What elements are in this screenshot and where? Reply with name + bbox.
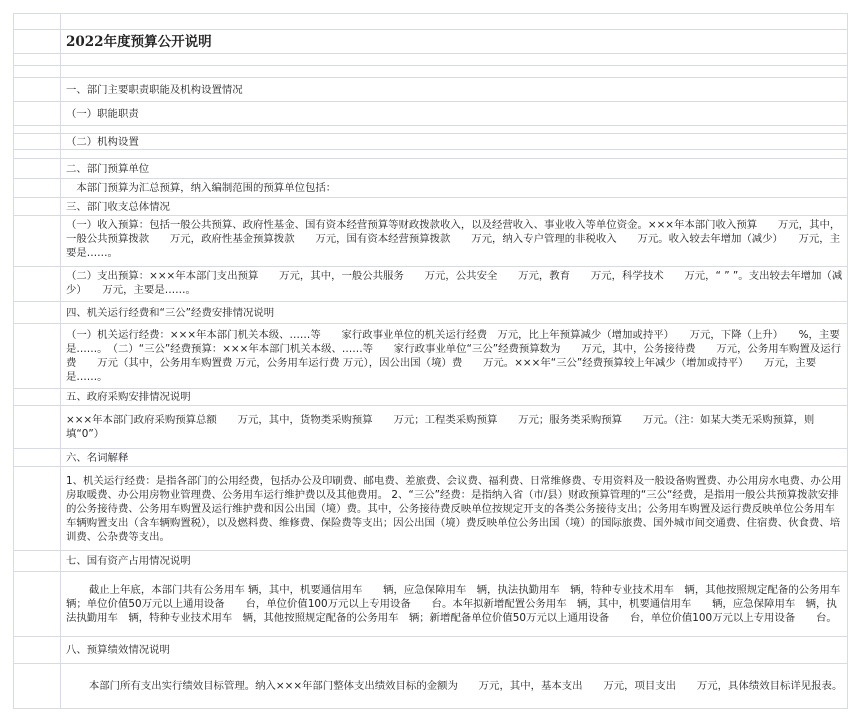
income-budget-text: （一）收入预算：包括一般公共预算、政府性基金、国有资本经营预算等财政拨款收入，以及经营收入、事业收入等单位资金。×××年本部门收入预算 万元，其中，一般公共预算拨款 万元，政府性基金预算拨款 万元，国有资本经营预算拨款 万元，纳入专户管理的非税收入 万元。收入较去年增加（减少） 万元，主要是……。 xyxy=(66,219,841,259)
row-gutter xyxy=(14,216,61,266)
row-gutter xyxy=(14,30,61,53)
section-3-expense-budget[interactable] xyxy=(61,267,847,301)
empty-cell[interactable] xyxy=(61,14,847,29)
subheading-row xyxy=(14,102,847,126)
title-row xyxy=(14,30,847,54)
row-gutter xyxy=(14,406,61,448)
row-gutter xyxy=(14,302,61,323)
section-heading-row xyxy=(14,78,847,102)
empty-row xyxy=(14,14,847,30)
row-gutter xyxy=(14,159,61,178)
empty-cell[interactable] xyxy=(61,66,847,77)
row-gutter xyxy=(14,66,61,77)
body-row xyxy=(14,467,847,551)
row-gutter xyxy=(14,134,61,149)
row-gutter xyxy=(14,637,61,663)
row-gutter xyxy=(14,102,61,125)
operating-expense-text: （一）机关运行经费：×××年本部门机关本级、……等 家行政事业单位的机关运行经费 万元，比上年预算减少（增加或持平） 万元，下降（上升） %，主要是……。 （二）“三公”经费预算：×××年本部门机关本级、……等 家行政事业单位“三公”经费预算数为 万元，其中，公务接待费 万元，公务用车购置及运行费 万元（其中，公务用车购置费 万元，公务用车运行费 万元），因公出国（境）费 万元。×××年“三公”经费预算较上年减少（增加或持平） 万元，主要是……。 xyxy=(66,329,841,383)
empty-row xyxy=(14,66,847,78)
expense-budget-text: （二）支出预算：×××年本部门支出预算 万元，其中，一般公共服务 万元，公共安全 万元，教育 万元，科学技术 万元，“ ” ”。支出较去年增加（减少） 万元，主要是……。 xyxy=(66,270,843,296)
section-heading-row xyxy=(14,159,847,179)
body-row xyxy=(14,324,847,389)
section-7-heading[interactable]: 七、国有资产占用情况说明 xyxy=(66,555,191,567)
section-8-heading[interactable]: 八、预算绩效情况说明 xyxy=(66,644,170,656)
body-row xyxy=(14,179,847,198)
row-gutter xyxy=(14,267,61,301)
row-gutter xyxy=(14,198,61,215)
section-6-heading[interactable]: 六、名词解释 xyxy=(66,451,129,464)
empty-row xyxy=(14,150,847,159)
section-heading-row xyxy=(14,637,847,664)
section-7-body[interactable] xyxy=(61,572,851,636)
section-heading-row xyxy=(14,198,847,216)
section-5-body[interactable] xyxy=(61,406,847,448)
section-heading-row xyxy=(14,389,847,406)
section-1-sub-structure[interactable]: （二）机构设置 xyxy=(66,135,139,148)
row-gutter xyxy=(14,54,61,65)
body-row xyxy=(14,267,847,302)
section-4-heading[interactable]: 四、机关运行经费和“三公”经费安排情况说明 xyxy=(66,306,275,319)
document-title[interactable]: 2022年度预算公开说明 xyxy=(66,33,212,50)
row-gutter xyxy=(14,389,61,405)
row-gutter xyxy=(14,150,61,158)
row-gutter xyxy=(14,78,61,101)
section-3-income-budget[interactable] xyxy=(61,216,847,266)
section-5-heading[interactable]: 五、政府采购安排情况说明 xyxy=(66,391,191,403)
empty-row xyxy=(14,126,847,134)
section-8-body[interactable] xyxy=(61,664,847,708)
section-heading-row xyxy=(14,449,847,467)
body-row xyxy=(14,216,847,267)
spreadsheet-grid xyxy=(13,13,851,709)
row-gutter xyxy=(14,179,61,197)
section-6-body[interactable] xyxy=(61,467,847,550)
body-row xyxy=(14,572,851,637)
section-2-body[interactable]: 本部门预算为汇总预算，纳入编制范围的预算单位包括： xyxy=(76,182,337,194)
row-gutter xyxy=(14,551,61,571)
row-gutter xyxy=(14,14,61,29)
empty-cell[interactable] xyxy=(61,150,847,158)
section-1-sub-duties[interactable]: （一）职能职责 xyxy=(66,107,139,120)
empty-row xyxy=(14,54,847,66)
procurement-text: ×××年本部门政府采购预算总额 万元，其中，货物类采购预算 万元；工程类采购预算 万元；服务类采购预算 万元。（注：如某大类无采购预算，则填“0”） xyxy=(66,414,815,440)
section-2-heading[interactable]: 二、部门预算单位 xyxy=(66,162,150,175)
row-gutter xyxy=(14,126,61,133)
row-gutter xyxy=(14,449,61,466)
row-gutter xyxy=(14,572,61,636)
section-heading-row xyxy=(14,302,847,324)
subheading-row xyxy=(14,134,847,150)
performance-text: 本部门所有支出实行绩效目标管理。纳入×××年部门整体支出绩效目标的金额为 万元，其中，基本支出 万元，项目支出 万元，具体绩效目标详见报表。 xyxy=(88,680,843,692)
section-4-body[interactable] xyxy=(61,324,847,388)
section-3-heading[interactable]: 三、部门收支总体情况 xyxy=(66,200,170,213)
body-row xyxy=(14,406,847,449)
row-gutter xyxy=(14,664,61,708)
glossary-text: 1、机关运行经费：是指各部门的公用经费，包括办公及印刷费、邮电费、差旅费、会议费、福利费、日常维修费、专用资料及一般设备购置费、办公用房水电费、办公用房取暖费、办公用房物业管理费、公务用车运行维护费以及其他费用。 2、“三公”经费：是指纳入省（市/县）财政预算管理的“三公“经费，是指用一般公共预算拨款安排的公务接待费、公务用车购置及运行维护费和因公出国（境）费。其中，公务接待费反映单位按规定开支的各类公务接待支出；公务用车购置及运行费反映单位公务用车车辆购置支出（含车辆购置税），以及燃料费、维修费、保险费等支出；因公出国（境）费反映单位公务出国（境）的国际旅费、国外城市间交通费、住宿费、伙食费、培训费、公杂费等支出。 xyxy=(66,474,842,543)
row-gutter xyxy=(14,467,61,550)
empty-cell[interactable] xyxy=(61,126,847,133)
section-heading-row xyxy=(14,551,847,572)
row-gutter xyxy=(14,324,61,388)
body-row xyxy=(14,664,847,709)
section-1-heading[interactable]: 一、部门主要职责职能及机构设置情况 xyxy=(66,83,243,96)
empty-cell[interactable] xyxy=(61,54,847,65)
assets-text: 截止上年底，本部门共有公务用车 辆，其中，机要通信用车 辆，应急保障用车 辆，执法执勤用车 辆，特种专业技术用车 辆，其他按照规定配备的公务用车 辆；单位价值50万元以上通用设备 台，单位价值100万元以上专用设备 台。本年拟新增配置公务用车 辆，其中，机要通信用车 辆，应急保障用车 辆，执法执勤用车 辆，特种专业技术用车 辆，其他按照规定配备的公务用车 辆；新增配备单位价值50万元以上通用设备 台，单位价值100万元以上专用设备 台。 xyxy=(66,584,851,624)
